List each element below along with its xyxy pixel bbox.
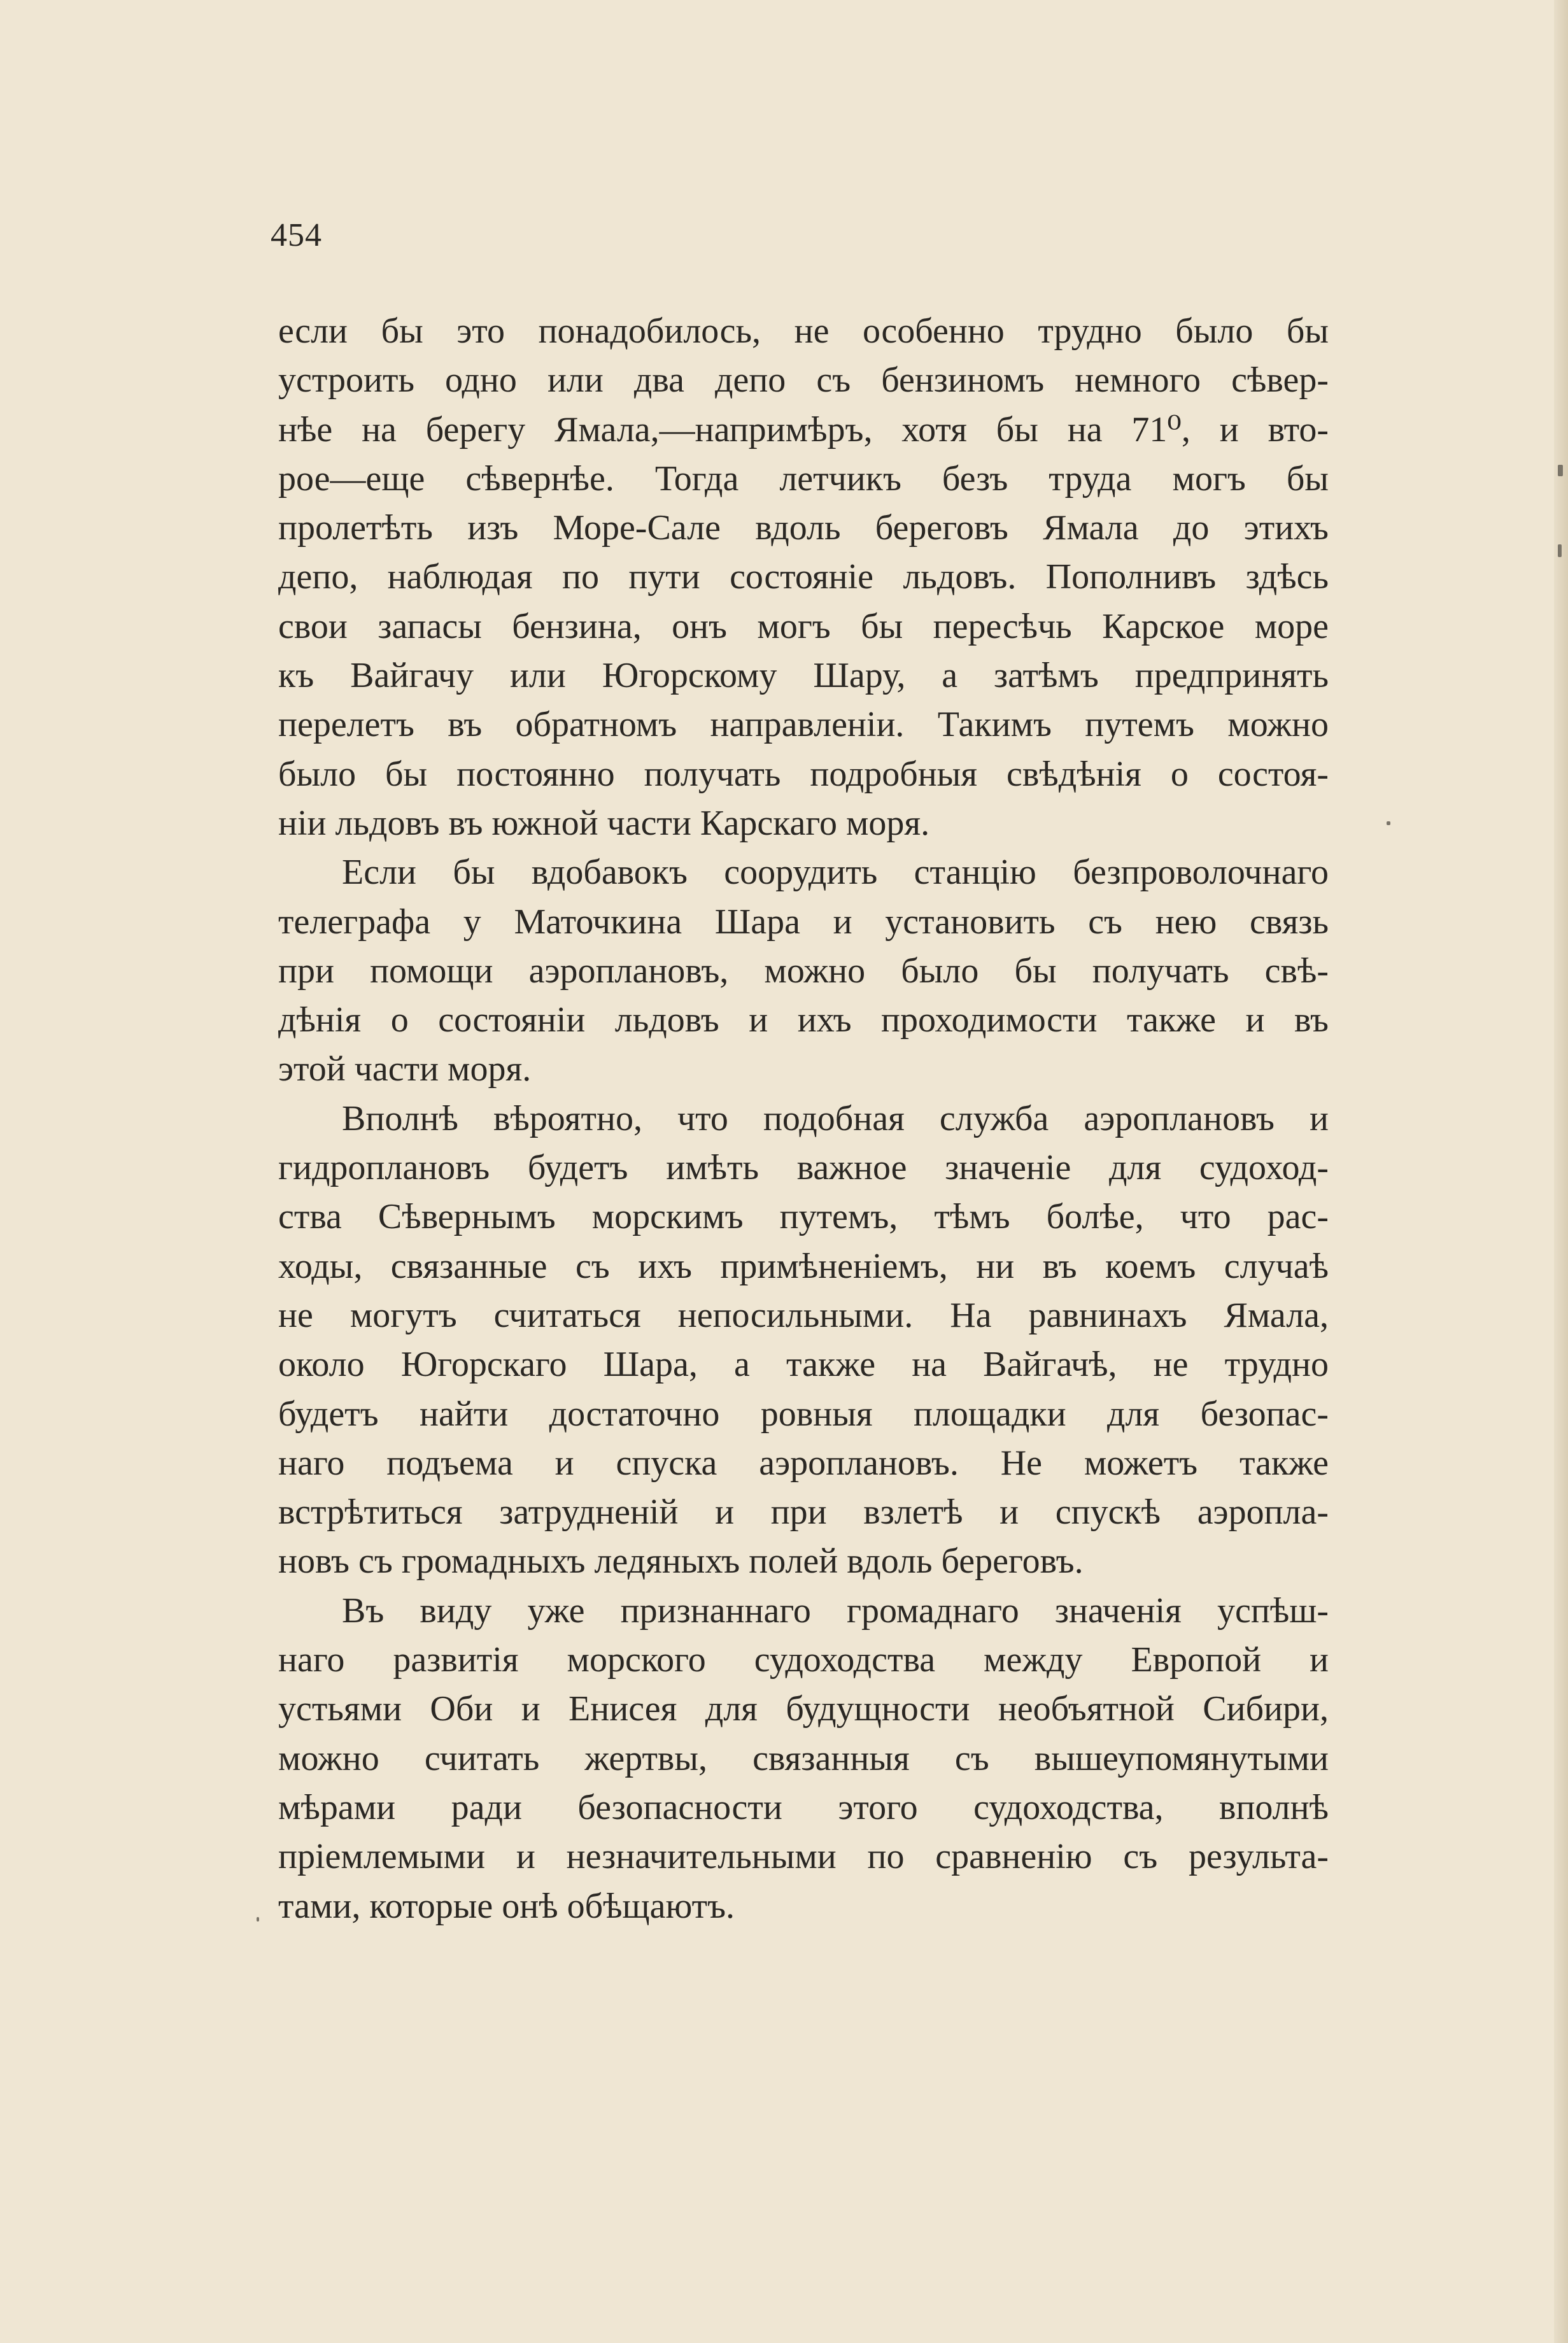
text-line: свои запасы бензина, онъ могъ бы пересѣчь Карское море xyxy=(278,606,1329,646)
text-line: наго развитія морского судоходства между Европой и xyxy=(278,1640,1329,1680)
text-line: устроить одно или два депо съ бензиномъ немного сѣвер- xyxy=(278,360,1329,400)
text-line: нѣе на берегу Ямала,—напримѣръ, хотя бы на 71⁰, и вто- xyxy=(278,409,1329,449)
text-line: дѣнія о состояніи льдовъ и ихъ проходимости также и въ xyxy=(278,1000,1329,1040)
text-line: депо, наблюдая по пути состояніе льдовъ. Пополнивъ здѣсь xyxy=(278,557,1329,597)
text-line: было бы постоянно получать подробныя свѣдѣнія о состоя- xyxy=(278,754,1329,794)
text-line: не могутъ считаться непосильными. На равнинахъ Ямала, xyxy=(278,1295,1329,1335)
print-speck xyxy=(1558,465,1563,476)
text-line: при помощи аэроплановъ, можно было бы получать свѣ- xyxy=(278,951,1329,991)
print-speck xyxy=(1558,544,1562,557)
print-speck xyxy=(1387,821,1390,825)
text-line: мѣрами ради безопасности этого судоходства, вполнѣ xyxy=(278,1787,1329,1827)
text-line: Въ виду уже признаннаго громаднаго значенія успѣш- xyxy=(342,1590,1329,1631)
text-line: Если бы вдобавокъ соорудить станцію безпроволочнаго xyxy=(342,853,1329,893)
text-line: новъ съ громадныхъ ледяныхъ полей вдоль береговъ. xyxy=(278,1541,1084,1582)
text-line: наго подъема и спуска аэроплановъ. Не можетъ также xyxy=(278,1443,1329,1483)
page-number: 454 xyxy=(271,217,322,253)
print-speck xyxy=(257,1917,259,1922)
page-edge xyxy=(1554,0,1568,2343)
paragraph xyxy=(278,848,1329,1094)
paragraph xyxy=(278,307,1329,848)
text-line: будетъ найти достаточно ровныя площадки для безопас- xyxy=(278,1394,1329,1434)
text-line: около Югорскаго Шара, а также на Вайгачѣ, не трудно xyxy=(278,1345,1329,1385)
text-line: пріемлемыми и незначительными по сравненію съ результа- xyxy=(278,1837,1329,1877)
text-line: перелетъ въ обратномъ направленіи. Такимъ путемъ можно xyxy=(278,705,1329,745)
text-line: если бы это понадобилось, не особенно трудно было бы xyxy=(278,311,1329,351)
text-line: гидроплановъ будетъ имѣть важное значеніе для судоход- xyxy=(278,1148,1329,1188)
text-line: къ Вайгачу или Югорскому Шару, а затѣмъ предпринять xyxy=(278,656,1329,696)
text-line: этой части моря. xyxy=(278,1049,532,1089)
text-line: Вполнѣ вѣроятно, что подобная служба аэроплановъ и xyxy=(342,1098,1329,1138)
text-line: телеграфа у Маточкина Шара и установить съ нею связь xyxy=(278,902,1329,942)
text-line: пролетѣть изъ Море-Сале вдоль береговъ Ямала до этихъ xyxy=(278,508,1329,548)
text-line: устьями Оби и Енисея для будущности необъятной Сибири, xyxy=(278,1689,1329,1729)
text-line: ходы, связанные съ ихъ примѣненіемъ, ни въ коемъ случаѣ xyxy=(278,1246,1329,1286)
text-line: ства Сѣвернымъ морскимъ путемъ, тѣмъ болѣе, что рас- xyxy=(278,1197,1329,1237)
text-line: ніи льдовъ въ южной части Карскаго моря. xyxy=(278,803,930,843)
text-line: тами, которые онѣ обѣщаютъ. xyxy=(278,1886,735,1926)
body-text xyxy=(278,307,1329,1931)
paragraph xyxy=(278,1094,1329,1587)
text-line: можно считать жертвы, связанныя съ вышеупомянутыми xyxy=(278,1738,1329,1778)
text-line: рое—еще сѣвернѣе. Тогда летчикъ безъ труда могъ бы xyxy=(278,458,1329,499)
paragraph xyxy=(278,1587,1329,1931)
text-line: встрѣтиться затрудненій и при взлетѣ и спускѣ аэропла- xyxy=(278,1492,1329,1533)
